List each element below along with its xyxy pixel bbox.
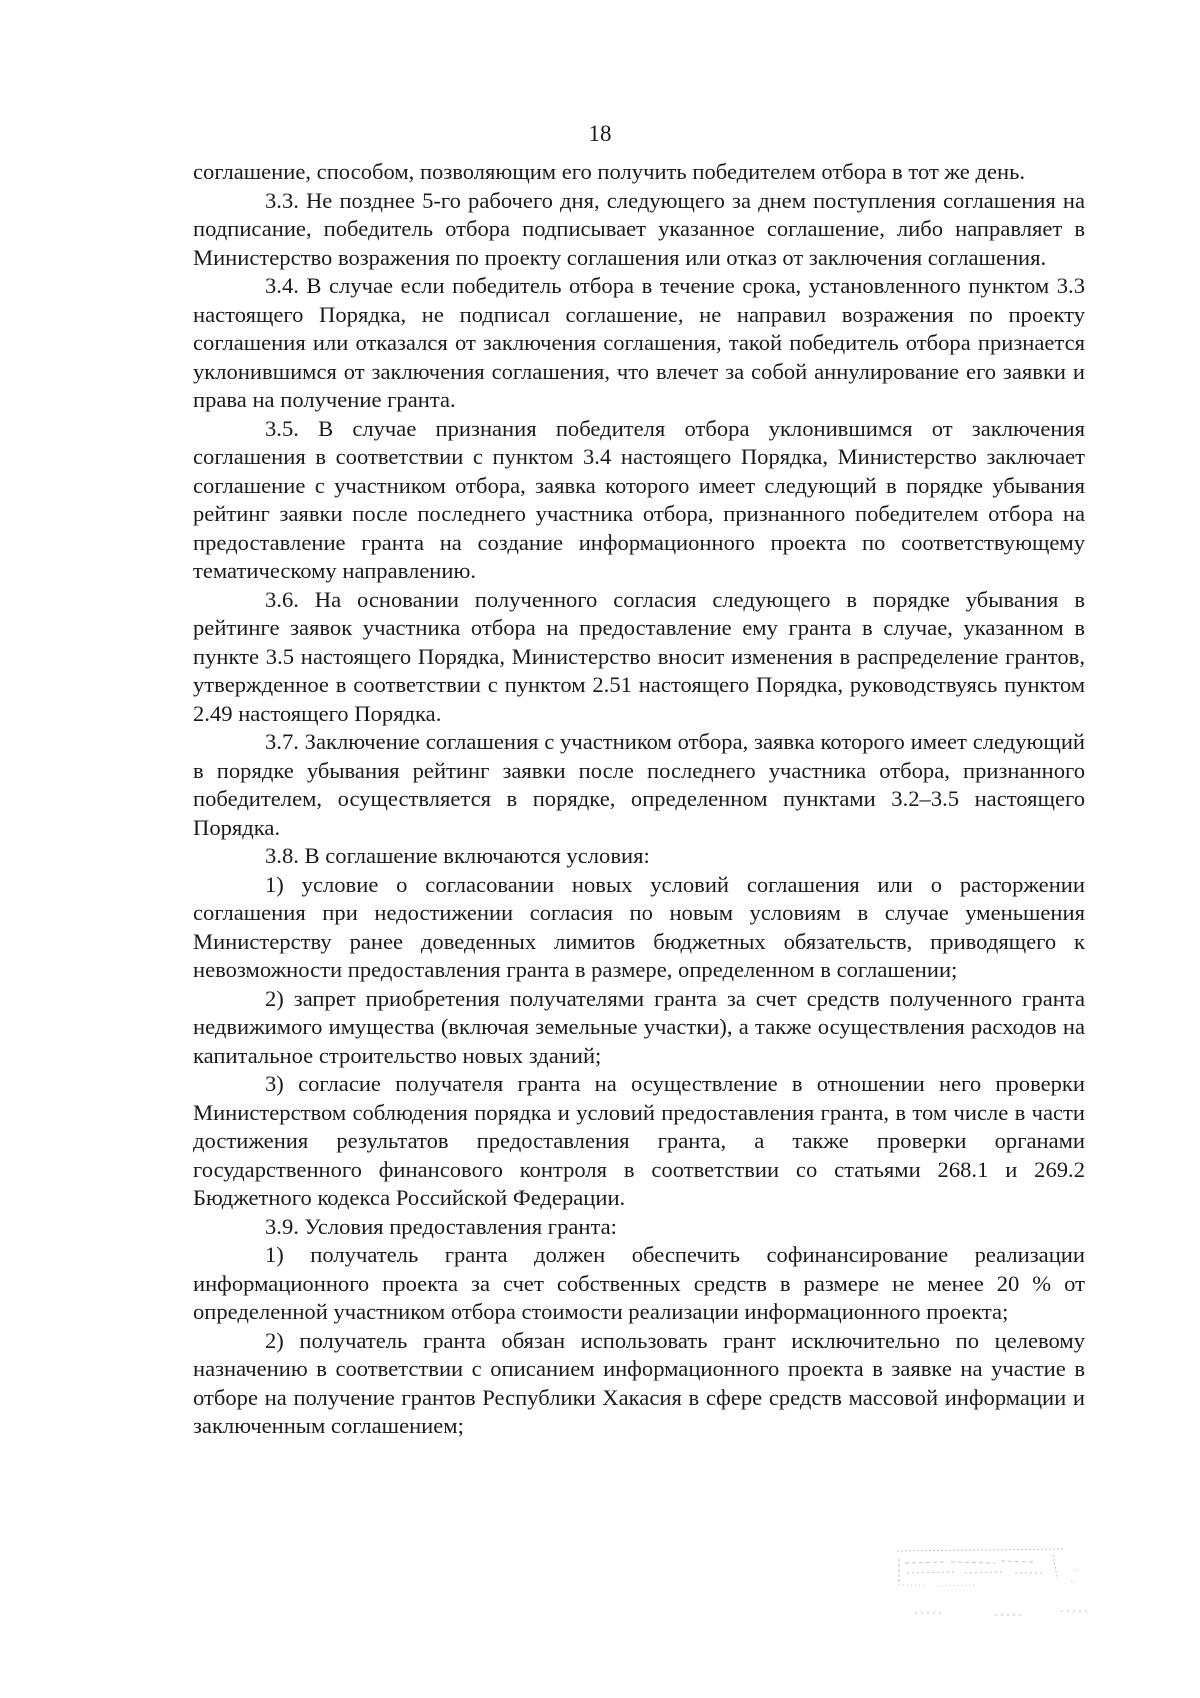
faded-stamp-mark (885, 1545, 1095, 1625)
list-item-3-8-1: 1) условие о согласовании новых условий соглашения или о расторжении соглашения при недостижении согласия по новым условиям в случае уменьшения Министерству ранее доведенных лимитов бюджетных обязательств, приводящего к невозможности предоставления гранта в размере, определенном в соглашении; (193, 871, 1085, 982)
paragraph-continuation: соглашение, способом, позволяющим его получить победителем отбора в тот же день. (193, 159, 1026, 184)
page-number: 18 (588, 121, 612, 146)
list-item-3-9-1: 1) получатель гранта должен обеспечить софинансирование реализации информационного проекта за счет собственных средств в размере не менее 20 % от определенной участником отбора стоимости реализации информационного проекта; (193, 1242, 1085, 1324)
list-item-3-8-2: 2) запрет приобретения получателями гранта за счет средств полученного гранта недвижимого имущества (включая земельные участки), а также осуществления расходов на капитальное строительство новых зданий; (193, 985, 1085, 1068)
paragraph-3-3: 3.3. Не позднее 5-го рабочего дня, следующего за днем поступления соглашения на подписание, победитель отбора подписывает указанное соглашение, либо направляет в Министерство возражения по проекту соглашения или отказ от заключения соглашения. (193, 187, 1085, 270)
paragraph-3-9: 3.9. Условия предоставления гранта: (265, 1213, 617, 1239)
list-item-3-8-3: 3) согласие получателя гранта на осуществление в отношении него проверки Министерством соблюдения порядка и условий предоставления гранта, в том числе в части достижения результатов предоставления гранта, а также проверки органами государственного финансового контроля в соответствии со статьями 268.1 и 269.2 Бюджетного кодекса Российской Федерации. (193, 1071, 1085, 1210)
paragraph-3-5: 3.5. В случае признания победителя отбора уклонившимся от заключения соглашения в соответствии с пунктом 3.4 настоящего Порядка, Министерство заключает соглашение с участником отбора, заявка которого имеет следующий в порядке убывания рейтинг заявки после последнего участника отбора, признанного победителем отбора на предоставление гранта на создание информационного проекта по соответствующему тематическому направлению. (193, 415, 1085, 583)
paragraph-3-8: 3.8. В соглашение включаются условия: (265, 843, 650, 868)
list-item-3-9-2: 2) получатель гранта обязан использовать грант исключительно по целевому назначению в соответствии с описанием информационного проекта в заявке на участие в отборе на получение грантов Республики Хакасия в сфере средств массовой информации и заключенным соглашением; (193, 1327, 1085, 1438)
paragraph-3-7: 3.7. Заключение соглашения с участником отбора, заявка которого имеет следующий в порядке убывания рейтинг заявки после последнего участника отбора, признанного победителем, осуществляется в порядке, определенном пунктами 3.2–3.5 настоящего Порядка. (193, 729, 1085, 840)
paragraph-3-6: 3.6. На основании полученного согласия следующего в порядке убывания в рейтинге заявок участника отбора на предоставление ему гранта в случае, указанном в пункте 3.5 настоящего Порядка, Министерство вносит изменения в распределение грантов, утвержденное в соответствии с пунктом 2.51 настоящего Порядка, руководствуясь пунктом 2.49 настоящего Порядка. (193, 586, 1085, 726)
paragraph-3-4: 3.4. В случае если победитель отбора в течение срока, установленного пунктом 3.3 настоящего Порядка, не подписал соглашение, не направил возражения по проекту соглашения или отказался от заключения соглашения, такой победитель отбора признается уклонившимся от заключения соглашения, что влечет за собой аннулирование его заявки и права на получение гранта. (193, 273, 1085, 412)
document-body (193, 158, 1085, 1441)
